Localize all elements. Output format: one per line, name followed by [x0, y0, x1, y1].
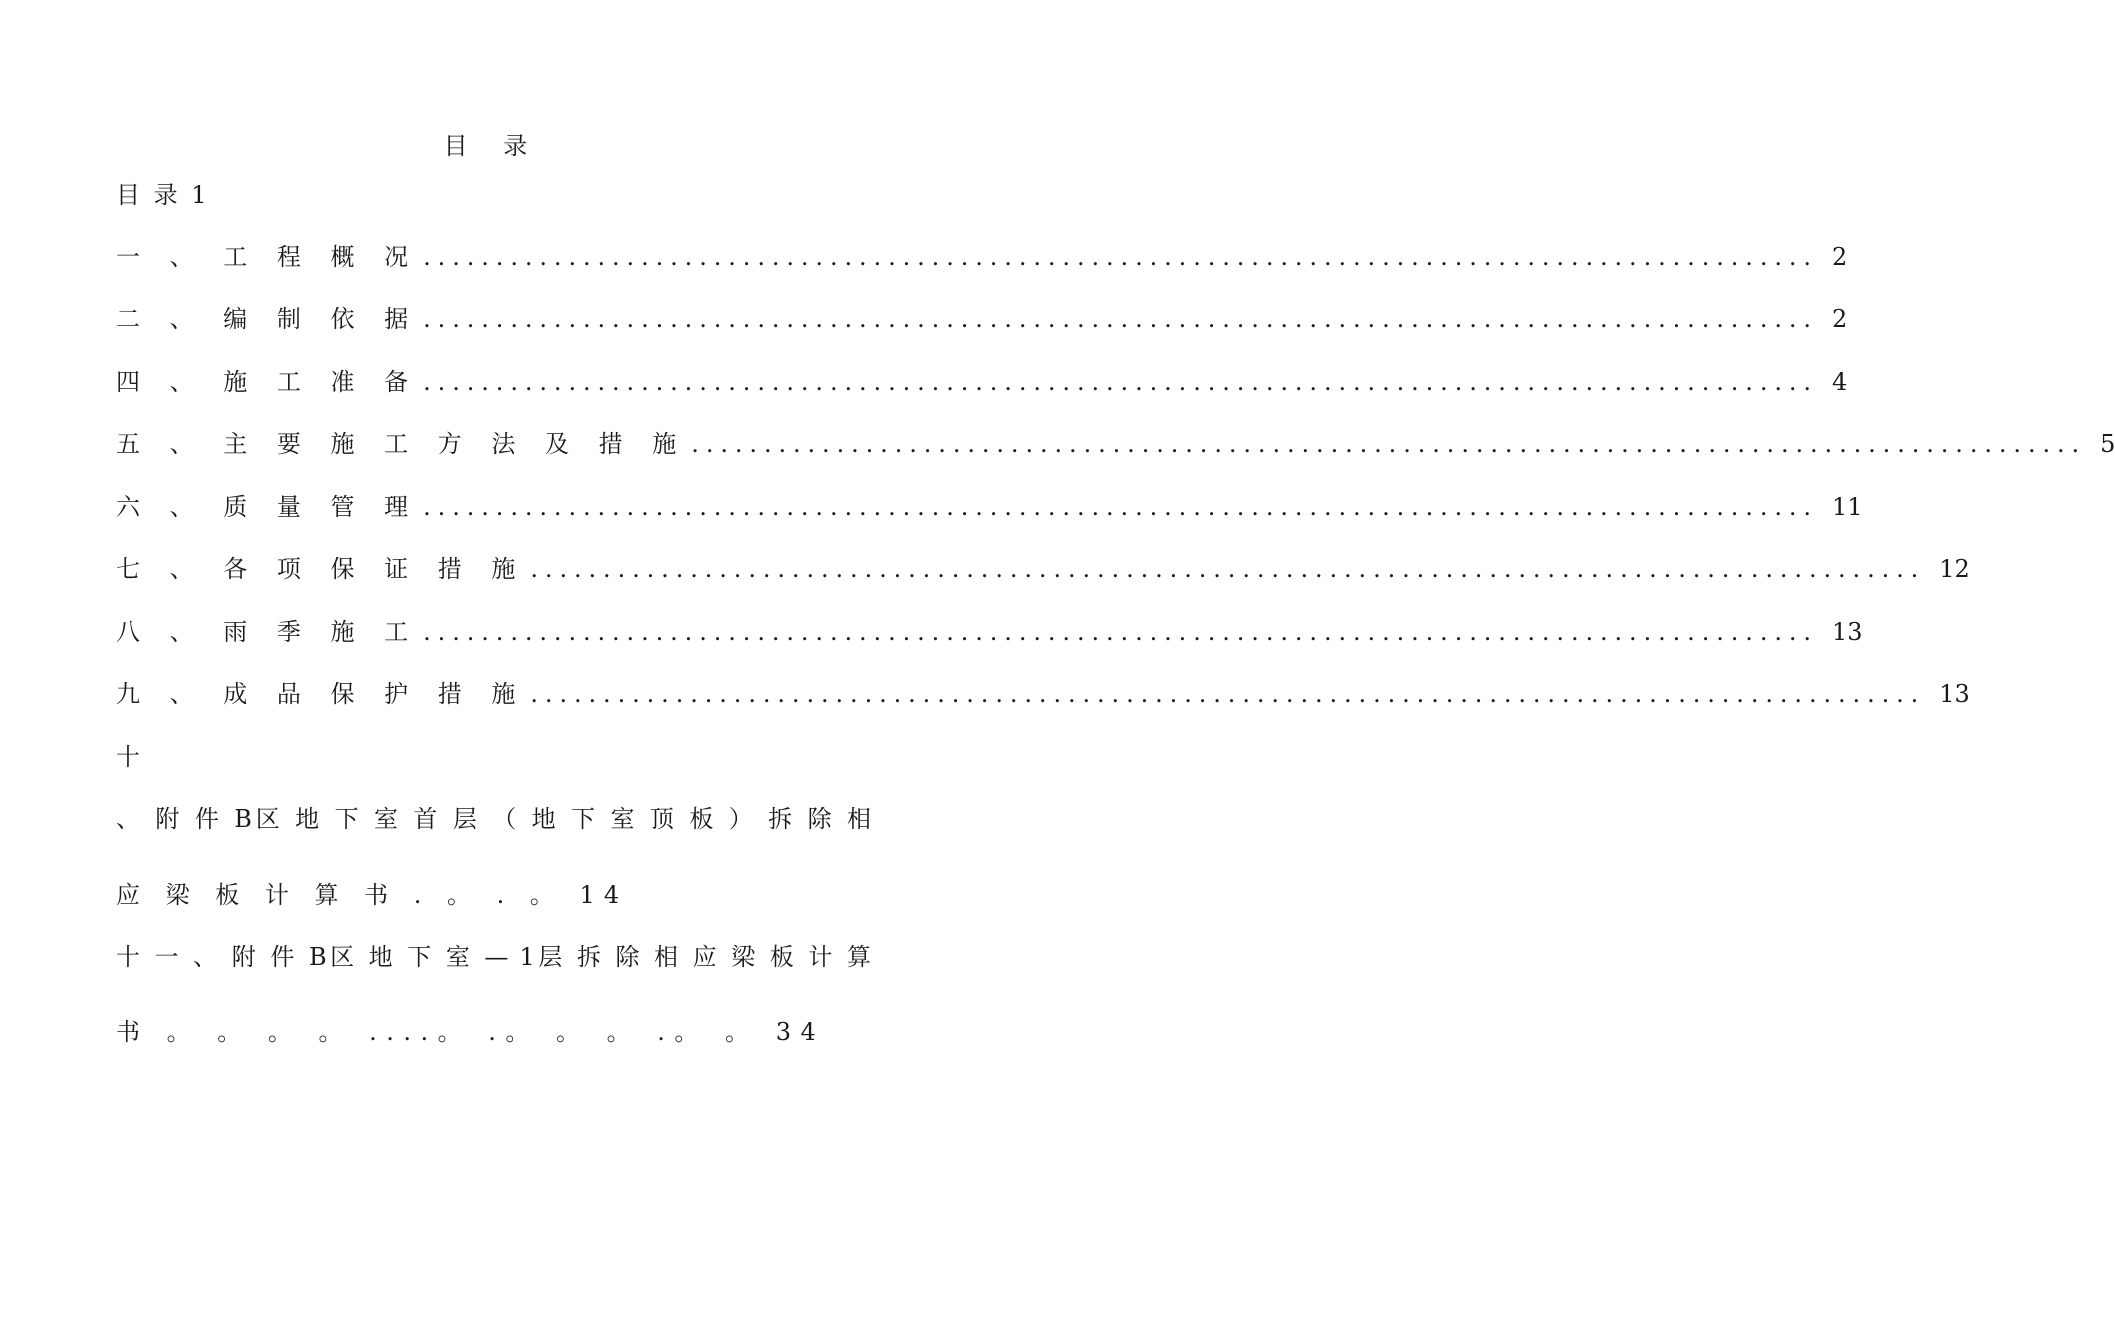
toc-entry-label: 九 、 成 品 保 护 措 施 — [116, 680, 527, 708]
toc-first-line: 目 录 1 — [116, 181, 210, 209]
toc-entry[interactable] — [116, 489, 1863, 525]
toc-item-11-title[interactable]: 十 一 、 附 件 B区 地 下 室 — 1层 拆 除 相 应 梁 板 计 算 — [116, 943, 871, 971]
toc-entry-page: 13 — [1831, 618, 1863, 646]
toc-item-10-title[interactable]: 、 附 件 B区 地 下 室 首 层 （ 地 下 室 顶 板 ） 拆 除 相 — [116, 805, 871, 833]
toc-title: 目 录 — [443, 132, 542, 160]
toc-entry[interactable] — [116, 426, 2115, 462]
toc-entry-page: 2 — [1831, 305, 1848, 333]
leader-dots: ................................................................................................ — [423, 493, 1818, 521]
toc-entry[interactable] — [116, 676, 1970, 712]
toc-entry-page: 5 — [2100, 430, 2115, 458]
toc-entry-label: 一 、 工 程 概 况 — [116, 243, 420, 271]
leader-dots: ................................................................................................ — [423, 368, 1818, 396]
toc-item-11-title-end[interactable]: 书 。 。 。 。 ....。 .。 。 。 .。 。 34 — [116, 1018, 826, 1046]
toc-entry-label: 四 、 施 工 准 备 — [116, 368, 420, 396]
toc-entry-page: 2 — [1831, 243, 1848, 271]
toc-entry-page: 11 — [1831, 493, 1863, 521]
toc-entry-page: 12 — [1939, 555, 1970, 583]
leader-dots: ................................................................................................ — [423, 305, 1818, 333]
toc-entry-label: 六 、 质 量 管 理 — [116, 493, 420, 521]
leader-dots: ................................................................................................ — [530, 680, 1926, 708]
toc-entry-label: 二 、 编 制 依 据 — [116, 305, 420, 333]
toc-entry[interactable] — [116, 614, 1863, 650]
leader-dots: ................................................................................................ — [423, 618, 1818, 646]
toc-entry[interactable] — [116, 551, 1970, 587]
toc-entry[interactable] — [116, 364, 1848, 400]
toc-entry-page: 4 — [1831, 368, 1848, 396]
toc-item-10-title-end[interactable]: 应 梁 板 计 算 书 . 。 . 。 14 — [116, 881, 629, 909]
toc-item-10-number[interactable]: 十 — [116, 743, 151, 771]
toc-entry-label: 七 、 各 项 保 证 措 施 — [116, 555, 527, 583]
toc-entry[interactable] — [116, 239, 1848, 275]
leader-dots: ................................................................................................ — [691, 430, 2087, 458]
leader-dots: ................................................................................................ — [423, 243, 1818, 271]
toc-entry-label: 八 、 雨 季 施 工 — [116, 618, 420, 646]
leader-dots: ................................................................................................ — [530, 555, 1926, 583]
toc-entry-label: 五 、 主 要 施 工 方 法 及 措 施 — [116, 430, 688, 458]
toc-entry-page: 13 — [1939, 680, 1970, 708]
toc-entry[interactable] — [116, 301, 1848, 337]
